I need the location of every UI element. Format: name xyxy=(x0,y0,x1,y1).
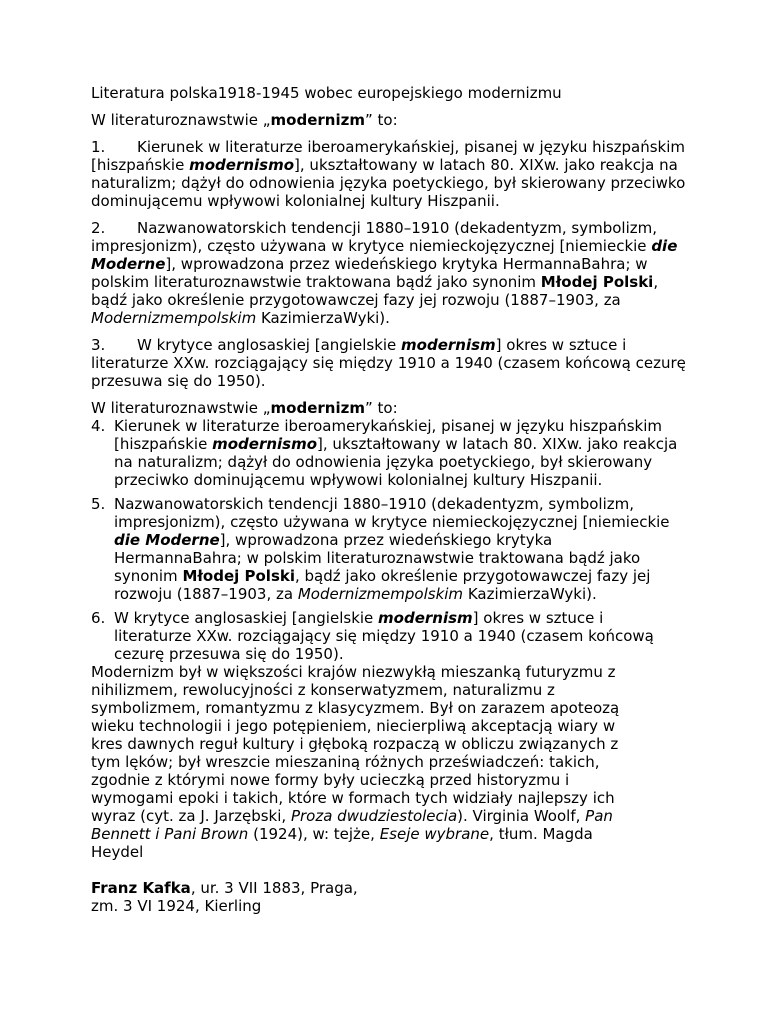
document-title: Literatura polska1918-1945 wobec europejskiego modernizmu xyxy=(91,84,562,102)
item-number: 2. xyxy=(91,219,106,237)
item-italic-title: Modernizmempolskim xyxy=(91,309,257,327)
list-item xyxy=(91,417,681,489)
intro-suffix: ” to: xyxy=(364,111,398,129)
item-text: ] okres w sztuce i literaturze XXw. rozciągający się między 1910 a 1940 (czasem końcową cezurę przesuwa się do 1950). xyxy=(91,336,686,390)
paragraph-text: ). Virginia Woolf, xyxy=(457,807,586,825)
tabbed-definition-1 xyxy=(91,138,686,210)
item-term: die Moderne xyxy=(114,531,220,549)
item-text: KazimierzaWyki). xyxy=(256,309,390,327)
paragraph-text: , tłum. Magda Heydel xyxy=(91,825,593,861)
item-number: 6. xyxy=(91,609,106,627)
item-term: modernismo xyxy=(212,435,318,453)
item-text: W krytyce anglosaskiej [angielskie xyxy=(137,336,402,354)
blank-line xyxy=(91,861,691,879)
intro-suffix: ” to: xyxy=(364,399,398,417)
item-number: 4. xyxy=(91,417,106,435)
item-italic-title: Modernizmempolskim xyxy=(297,585,464,603)
item-text: KazimierzaWyki). xyxy=(463,585,597,603)
italic-title: Pan Bennett i Pani Brown xyxy=(91,807,613,843)
item-term: modernism xyxy=(378,609,473,627)
item-text: , bądź jako określenie przygotowawczej fazy jej rozwoju (1887–1903, za xyxy=(91,273,659,309)
item-body xyxy=(114,495,681,603)
tabbed-definition-3 xyxy=(91,336,686,390)
item-term: die Moderne xyxy=(91,237,678,273)
item-term: modernism xyxy=(401,336,496,354)
paragraph-text: Modernizm był w większości krajów niezwykłą mieszanką futuryzmu z nihilizmem, rewolucyjności z konserwatyzmem, naturalizmu z symbolizmem, romantyzmu z klasycyzmem. Był on zarazem apoteozą wieku technologii i jego potępieniem, niecierpliwą akceptacją wiary w kres dawnych reguł kultury i głęboką rozpaczą w obliczu związanych z tym lęków; był wreszcie mieszaniną różnych przeświadczeń: takich, zgodnie z którymi nowe formy były ucieczką przed historyzmu i wymogami epoki i takich, które w formach tych widziały najlepszy ich wyraz (cyt. za J. Jarzębski, xyxy=(91,663,620,825)
italic-title: Proza dwudziestolecia xyxy=(290,807,458,825)
tabbed-definition-2 xyxy=(91,219,686,327)
item-text: , bądź jako określenie przygotowawczej fazy jej rozwoju (1887–1903, za xyxy=(114,567,651,603)
definition-intro-repeat xyxy=(91,399,691,417)
list-item xyxy=(91,609,681,663)
item-text: W krytyce anglosaskiej [angielskie xyxy=(114,609,379,627)
intro-prefix: W literaturoznawstwie „ xyxy=(91,111,271,129)
item-text: Kierunek w literaturze iberoamerykańskiej, pisanej w języku hiszpańskim [hiszpańskie xyxy=(91,138,686,174)
list-item xyxy=(91,495,681,603)
author-death: zm. 3 VI 1924, Kierling xyxy=(91,897,262,915)
item-text: ] okres w sztuce i literaturze XXw. rozciągający się między 1910 a 1940 (czasem końcową cezurę przesuwa się do 1950). xyxy=(114,609,654,663)
item-number: 3. xyxy=(91,336,106,354)
document-page xyxy=(91,84,691,915)
author-birth: , ur. 3 VII 1883, Praga, xyxy=(190,879,358,897)
item-term: modernismo xyxy=(189,156,295,174)
item-text: Nazwanowatorskich tendencji 1880–1910 (dekadentyzm, symbolizm, impresjonizm), często używana w krytyce niemieckojęzycznej [niemieckie xyxy=(91,219,657,255)
item-number: 5. xyxy=(91,495,106,513)
item-bold-term: Młodej Polski xyxy=(540,273,654,291)
item-body xyxy=(114,609,681,663)
definition-list xyxy=(91,417,681,663)
item-text: Nazwanowatorskich tendencji 1880–1910 (dekadentyzm, symbolizm, impresjonizm), często używana w krytyce niemieckojęzycznej [niemieckie xyxy=(114,495,670,531)
item-text: ], wprowadzona przez wiedeńskiego krytyka HermannaBahra; w polskim literaturoznawstwie traktowana bądź jako synonim xyxy=(114,531,641,585)
modernism-paragraph xyxy=(91,663,646,861)
item-text: ], ukształtowany w latach 80. XIXw. jako reakcja na naturalizm; dążył do odnowienia języka poetyckiego, był skierowany przeciwko dominującemu wpływowi kolonialnej kultury Hiszpanii. xyxy=(91,156,686,210)
item-text: ], ukształtowany w latach 80. XIXw. jako reakcja na naturalizm; dążył do odnowienia języka poetyckiego, był skierowany przeciwko dominującemu wpływowi kolonialnej kultury Hiszpanii. xyxy=(114,435,678,489)
italic-title: Eseje wybrane xyxy=(379,825,490,843)
item-text: ], wprowadzona przez wiedeńskiego krytyka HermannaBahra; w polskim literaturoznawstwie traktowana bądź jako synonim xyxy=(91,255,648,291)
intro-prefix: W literaturoznawstwie „ xyxy=(91,399,271,417)
item-bold-term: Młodej Polski xyxy=(182,567,295,585)
intro-term: modernizm xyxy=(270,111,365,129)
item-body xyxy=(114,417,681,489)
author-name: Franz Kafka xyxy=(91,879,191,897)
author-entry xyxy=(91,879,691,915)
paragraph-text: (1924), w: tejże, xyxy=(248,825,380,843)
definition-intro xyxy=(91,111,691,129)
intro-term: modernizm xyxy=(270,399,365,417)
item-number: 1. xyxy=(91,138,106,156)
item-text: Kierunek w literaturze iberoamerykańskiej, pisanej w języku hiszpańskim [hiszpańskie xyxy=(114,417,663,453)
